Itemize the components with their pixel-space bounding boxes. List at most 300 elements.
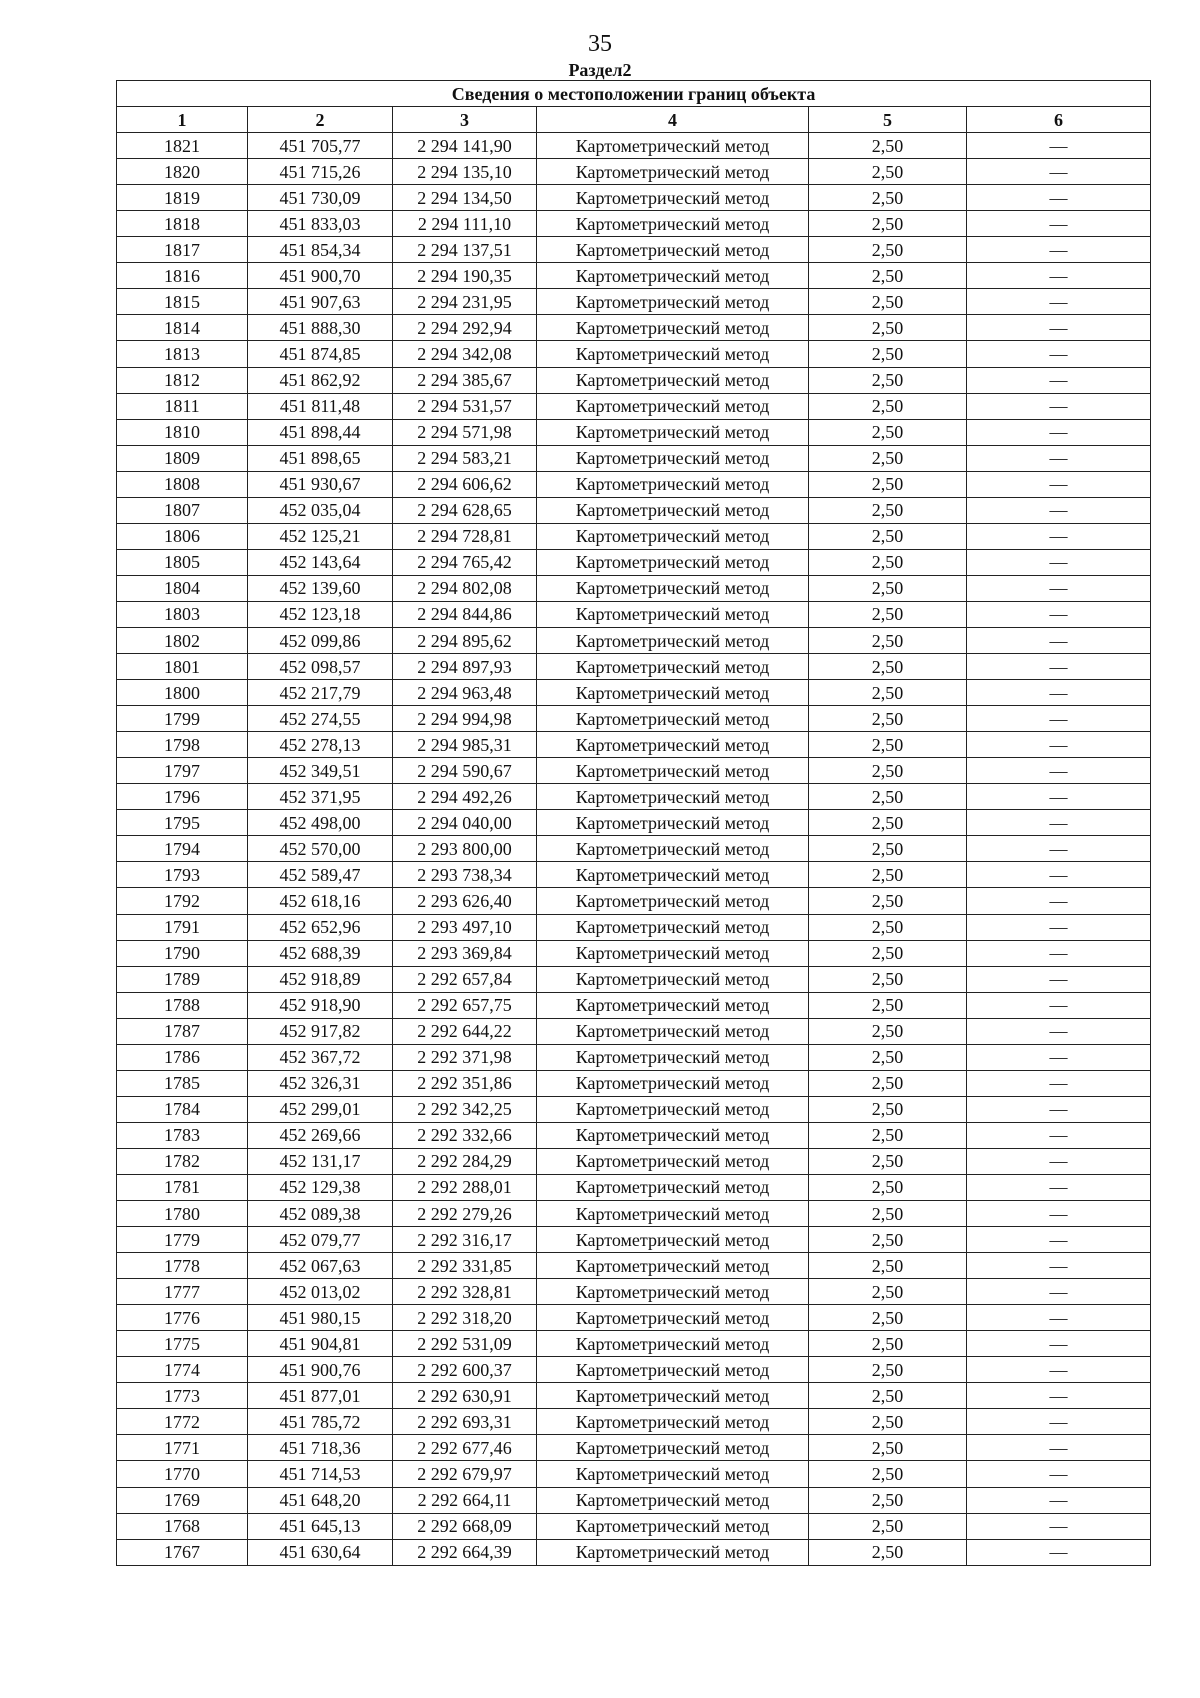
x-coordinate-cell: 452 079,77 [248, 1227, 393, 1253]
x-coordinate-cell: 452 139,60 [248, 575, 393, 601]
y-coordinate-cell: 2 292 677,46 [393, 1435, 537, 1461]
accuracy-cell: 2,50 [809, 1461, 967, 1487]
table-row [117, 393, 1151, 419]
point-number-cell: 1786 [117, 1044, 248, 1070]
x-coordinate-cell: 452 125,21 [248, 523, 393, 549]
table-row [117, 1174, 1151, 1200]
table-row [117, 1279, 1151, 1305]
accuracy-cell: 2,50 [809, 1253, 967, 1279]
table-body [117, 133, 1151, 1566]
y-coordinate-cell: 2 292 371,98 [393, 1044, 537, 1070]
y-coordinate-cell: 2 294 137,51 [393, 237, 537, 263]
description-cell: — [967, 1305, 1151, 1331]
accuracy-cell: 2,50 [809, 758, 967, 784]
table-header-row [117, 107, 1151, 133]
accuracy-cell: 2,50 [809, 1513, 967, 1539]
method-cell: Картометрический метод [537, 1044, 809, 1070]
method-cell: Картометрический метод [537, 1513, 809, 1539]
description-cell: — [967, 1487, 1151, 1513]
method-cell: Картометрический метод [537, 680, 809, 706]
x-coordinate-cell: 451 630,64 [248, 1539, 393, 1565]
description-cell: — [967, 497, 1151, 523]
accuracy-cell: 2,50 [809, 1122, 967, 1148]
y-coordinate-cell: 2 294 571,98 [393, 419, 537, 445]
point-number-cell: 1817 [117, 237, 248, 263]
accuracy-cell: 2,50 [809, 185, 967, 211]
description-cell: — [967, 1279, 1151, 1305]
x-coordinate-cell: 451 898,65 [248, 445, 393, 471]
x-coordinate-cell: 451 645,13 [248, 1513, 393, 1539]
description-cell: — [967, 1096, 1151, 1122]
accuracy-cell: 2,50 [809, 1174, 967, 1200]
table-row [117, 1461, 1151, 1487]
method-cell: Картометрический метод [537, 810, 809, 836]
y-coordinate-cell: 2 294 134,50 [393, 185, 537, 211]
method-cell: Картометрический метод [537, 888, 809, 914]
table-row [117, 680, 1151, 706]
description-cell: — [967, 706, 1151, 732]
x-coordinate-cell: 451 900,70 [248, 263, 393, 289]
description-cell: — [967, 680, 1151, 706]
point-number-cell: 1795 [117, 810, 248, 836]
description-cell: — [967, 966, 1151, 992]
y-coordinate-cell: 2 294 765,42 [393, 549, 537, 575]
x-coordinate-cell: 452 013,02 [248, 1279, 393, 1305]
description-cell: — [967, 654, 1151, 680]
table-row [117, 1487, 1151, 1513]
method-cell: Картометрический метод [537, 706, 809, 732]
method-cell: Картометрический метод [537, 471, 809, 497]
table-row [117, 1435, 1151, 1461]
point-number-cell: 1770 [117, 1461, 248, 1487]
method-cell: Картометрический метод [537, 1357, 809, 1383]
table-row [117, 862, 1151, 888]
point-number-cell: 1791 [117, 914, 248, 940]
x-coordinate-cell: 451 862,92 [248, 367, 393, 393]
method-cell: Картометрический метод [537, 419, 809, 445]
point-number-cell: 1768 [117, 1513, 248, 1539]
accuracy-cell: 2,50 [809, 497, 967, 523]
accuracy-cell: 2,50 [809, 940, 967, 966]
description-cell: — [967, 1435, 1151, 1461]
table-row [117, 1539, 1151, 1565]
method-cell: Картометрический метод [537, 211, 809, 237]
description-cell: — [967, 1070, 1151, 1096]
table-row [117, 992, 1151, 1018]
table-row [117, 784, 1151, 810]
point-number-cell: 1767 [117, 1539, 248, 1565]
x-coordinate-cell: 452 143,64 [248, 549, 393, 575]
accuracy-cell: 2,50 [809, 159, 967, 185]
y-coordinate-cell: 2 293 800,00 [393, 836, 537, 862]
description-cell: — [967, 1409, 1151, 1435]
column-header: 2 [248, 107, 393, 133]
method-cell: Картометрический метод [537, 862, 809, 888]
point-number-cell: 1818 [117, 211, 248, 237]
table-row [117, 810, 1151, 836]
y-coordinate-cell: 2 292 342,25 [393, 1096, 537, 1122]
description-cell: — [967, 810, 1151, 836]
point-number-cell: 1771 [117, 1435, 248, 1461]
description-cell: — [967, 914, 1151, 940]
description-cell: — [967, 1539, 1151, 1565]
x-coordinate-cell: 451 648,20 [248, 1487, 393, 1513]
accuracy-cell: 2,50 [809, 1148, 967, 1174]
x-coordinate-cell: 452 274,55 [248, 706, 393, 732]
accuracy-cell: 2,50 [809, 732, 967, 758]
point-number-cell: 1793 [117, 862, 248, 888]
point-number-cell: 1810 [117, 419, 248, 445]
accuracy-cell: 2,50 [809, 810, 967, 836]
point-number-cell: 1803 [117, 601, 248, 627]
y-coordinate-cell: 2 292 657,75 [393, 992, 537, 1018]
x-coordinate-cell: 452 123,18 [248, 601, 393, 627]
description-cell: — [967, 341, 1151, 367]
description-cell: — [967, 732, 1151, 758]
y-coordinate-cell: 2 294 628,65 [393, 497, 537, 523]
accuracy-cell: 2,50 [809, 1331, 967, 1357]
table-row [117, 758, 1151, 784]
accuracy-cell: 2,50 [809, 133, 967, 159]
y-coordinate-cell: 2 294 802,08 [393, 575, 537, 601]
y-coordinate-cell: 2 292 664,39 [393, 1539, 537, 1565]
accuracy-cell: 2,50 [809, 1227, 967, 1253]
method-cell: Картометрический метод [537, 654, 809, 680]
table-row [117, 1331, 1151, 1357]
accuracy-cell: 2,50 [809, 263, 967, 289]
point-number-cell: 1821 [117, 133, 248, 159]
y-coordinate-cell: 2 292 328,81 [393, 1279, 537, 1305]
description-cell: — [967, 940, 1151, 966]
accuracy-cell: 2,50 [809, 601, 967, 627]
accuracy-cell: 2,50 [809, 1070, 967, 1096]
y-coordinate-cell: 2 294 963,48 [393, 680, 537, 706]
description-cell: — [967, 1357, 1151, 1383]
method-cell: Картометрический метод [537, 1409, 809, 1435]
point-number-cell: 1809 [117, 445, 248, 471]
accuracy-cell: 2,50 [809, 862, 967, 888]
table-row [117, 1070, 1151, 1096]
table-row [117, 1148, 1151, 1174]
table-row [117, 1305, 1151, 1331]
y-coordinate-cell: 2 294 590,67 [393, 758, 537, 784]
x-coordinate-cell: 452 129,38 [248, 1174, 393, 1200]
x-coordinate-cell: 452 589,47 [248, 862, 393, 888]
x-coordinate-cell: 452 217,79 [248, 680, 393, 706]
accuracy-cell: 2,50 [809, 1044, 967, 1070]
description-cell: — [967, 185, 1151, 211]
point-number-cell: 1800 [117, 680, 248, 706]
x-coordinate-cell: 452 498,00 [248, 810, 393, 836]
method-cell: Картометрический метод [537, 601, 809, 627]
table-row [117, 627, 1151, 653]
x-coordinate-cell: 451 718,36 [248, 1435, 393, 1461]
point-number-cell: 1790 [117, 940, 248, 966]
y-coordinate-cell: 2 294 985,31 [393, 732, 537, 758]
table-row [117, 315, 1151, 341]
accuracy-cell: 2,50 [809, 1409, 967, 1435]
y-coordinate-cell: 2 294 135,10 [393, 159, 537, 185]
description-cell: — [967, 992, 1151, 1018]
column-header: 4 [537, 107, 809, 133]
y-coordinate-cell: 2 294 385,67 [393, 367, 537, 393]
x-coordinate-cell: 451 714,53 [248, 1461, 393, 1487]
x-coordinate-cell: 451 730,09 [248, 185, 393, 211]
table-row [117, 575, 1151, 601]
x-coordinate-cell: 451 980,15 [248, 1305, 393, 1331]
point-number-cell: 1807 [117, 497, 248, 523]
description-cell: — [967, 1122, 1151, 1148]
y-coordinate-cell: 2 292 630,91 [393, 1383, 537, 1409]
accuracy-cell: 2,50 [809, 784, 967, 810]
point-number-cell: 1782 [117, 1148, 248, 1174]
method-cell: Картометрический метод [537, 836, 809, 862]
accuracy-cell: 2,50 [809, 393, 967, 419]
y-coordinate-cell: 2 292 664,11 [393, 1487, 537, 1513]
description-cell: — [967, 237, 1151, 263]
x-coordinate-cell: 451 888,30 [248, 315, 393, 341]
accuracy-cell: 2,50 [809, 627, 967, 653]
point-number-cell: 1777 [117, 1279, 248, 1305]
description-cell: — [967, 289, 1151, 315]
column-header: 5 [809, 107, 967, 133]
table-row [117, 159, 1151, 185]
y-coordinate-cell: 2 292 693,31 [393, 1409, 537, 1435]
description-cell: — [967, 1148, 1151, 1174]
accuracy-cell: 2,50 [809, 888, 967, 914]
section-title: Раздел2 [568, 60, 632, 80]
point-number-cell: 1808 [117, 471, 248, 497]
x-coordinate-cell: 452 131,17 [248, 1148, 393, 1174]
point-number-cell: 1816 [117, 263, 248, 289]
table-row [117, 471, 1151, 497]
method-cell: Картометрический метод [537, 914, 809, 940]
table-row [117, 1122, 1151, 1148]
point-number-cell: 1780 [117, 1201, 248, 1227]
method-cell: Картометрический метод [537, 992, 809, 1018]
accuracy-cell: 2,50 [809, 966, 967, 992]
accuracy-cell: 2,50 [809, 341, 967, 367]
point-number-cell: 1772 [117, 1409, 248, 1435]
accuracy-cell: 2,50 [809, 575, 967, 601]
description-cell: — [967, 1044, 1151, 1070]
x-coordinate-cell: 452 688,39 [248, 940, 393, 966]
x-coordinate-cell: 452 652,96 [248, 914, 393, 940]
table-row [117, 940, 1151, 966]
table-row [117, 1357, 1151, 1383]
y-coordinate-cell: 2 294 994,98 [393, 706, 537, 732]
table-row [117, 1096, 1151, 1122]
method-cell: Картометрический метод [537, 315, 809, 341]
method-cell: Картометрический метод [537, 237, 809, 263]
method-cell: Картометрический метод [537, 1148, 809, 1174]
accuracy-cell: 2,50 [809, 680, 967, 706]
description-cell: — [967, 758, 1151, 784]
description-cell: — [967, 133, 1151, 159]
description-cell: — [967, 1461, 1151, 1487]
y-coordinate-cell: 2 292 531,09 [393, 1331, 537, 1357]
table-row [117, 966, 1151, 992]
page-number: 35 [588, 31, 612, 57]
point-number-cell: 1776 [117, 1305, 248, 1331]
y-coordinate-cell: 2 294 583,21 [393, 445, 537, 471]
method-cell: Картометрический метод [537, 1487, 809, 1513]
y-coordinate-cell: 2 292 318,20 [393, 1305, 537, 1331]
method-cell: Картометрический метод [537, 1305, 809, 1331]
y-coordinate-cell: 2 292 679,97 [393, 1461, 537, 1487]
description-cell: — [967, 1331, 1151, 1357]
point-number-cell: 1819 [117, 185, 248, 211]
accuracy-cell: 2,50 [809, 289, 967, 315]
accuracy-cell: 2,50 [809, 237, 967, 263]
method-cell: Картометрический метод [537, 185, 809, 211]
x-coordinate-cell: 452 349,51 [248, 758, 393, 784]
description-cell: — [967, 784, 1151, 810]
method-cell: Картометрический метод [537, 1174, 809, 1200]
x-coordinate-cell: 451 811,48 [248, 393, 393, 419]
y-coordinate-cell: 2 294 492,26 [393, 784, 537, 810]
accuracy-cell: 2,50 [809, 1487, 967, 1513]
method-cell: Картометрический метод [537, 784, 809, 810]
table-row [117, 1383, 1151, 1409]
method-cell: Картометрический метод [537, 523, 809, 549]
description-cell: — [967, 1383, 1151, 1409]
x-coordinate-cell: 452 371,95 [248, 784, 393, 810]
accuracy-cell: 2,50 [809, 1305, 967, 1331]
description-cell: — [967, 1018, 1151, 1044]
y-coordinate-cell: 2 294 231,95 [393, 289, 537, 315]
table-row [117, 185, 1151, 211]
method-cell: Картометрический метод [537, 1331, 809, 1357]
y-coordinate-cell: 2 294 895,62 [393, 627, 537, 653]
accuracy-cell: 2,50 [809, 914, 967, 940]
y-coordinate-cell: 2 294 844,86 [393, 601, 537, 627]
accuracy-cell: 2,50 [809, 367, 967, 393]
x-coordinate-cell: 451 833,03 [248, 211, 393, 237]
table-row [117, 1253, 1151, 1279]
table-row [117, 523, 1151, 549]
y-coordinate-cell: 2 293 738,34 [393, 862, 537, 888]
accuracy-cell: 2,50 [809, 1279, 967, 1305]
accuracy-cell: 2,50 [809, 211, 967, 237]
method-cell: Картометрический метод [537, 1122, 809, 1148]
y-coordinate-cell: 2 294 111,10 [393, 211, 537, 237]
accuracy-cell: 2,50 [809, 419, 967, 445]
description-cell: — [967, 627, 1151, 653]
accuracy-cell: 2,50 [809, 1096, 967, 1122]
description-cell: — [967, 601, 1151, 627]
point-number-cell: 1802 [117, 627, 248, 653]
method-cell: Картометрический метод [537, 1070, 809, 1096]
point-number-cell: 1785 [117, 1070, 248, 1096]
y-coordinate-cell: 2 292 644,22 [393, 1018, 537, 1044]
method-cell: Картометрический метод [537, 627, 809, 653]
method-cell: Картометрический метод [537, 1227, 809, 1253]
method-cell: Картометрический метод [537, 289, 809, 315]
y-coordinate-cell: 2 292 279,26 [393, 1201, 537, 1227]
y-coordinate-cell: 2 292 668,09 [393, 1513, 537, 1539]
method-cell: Картометрический метод [537, 133, 809, 159]
x-coordinate-cell: 451 785,72 [248, 1409, 393, 1435]
description-cell: — [967, 1227, 1151, 1253]
method-cell: Картометрический метод [537, 732, 809, 758]
x-coordinate-cell: 452 618,16 [248, 888, 393, 914]
y-coordinate-cell: 2 294 292,94 [393, 315, 537, 341]
table-row [117, 237, 1151, 263]
point-number-cell: 1792 [117, 888, 248, 914]
x-coordinate-cell: 452 269,66 [248, 1122, 393, 1148]
x-coordinate-cell: 452 326,31 [248, 1070, 393, 1096]
point-number-cell: 1779 [117, 1227, 248, 1253]
point-number-cell: 1789 [117, 966, 248, 992]
column-header: 3 [393, 107, 537, 133]
x-coordinate-cell: 452 089,38 [248, 1201, 393, 1227]
table-row [117, 367, 1151, 393]
point-number-cell: 1794 [117, 836, 248, 862]
table-row [117, 1409, 1151, 1435]
y-coordinate-cell: 2 292 316,17 [393, 1227, 537, 1253]
point-number-cell: 1813 [117, 341, 248, 367]
table-row [117, 1227, 1151, 1253]
point-number-cell: 1769 [117, 1487, 248, 1513]
x-coordinate-cell: 452 035,04 [248, 497, 393, 523]
point-number-cell: 1799 [117, 706, 248, 732]
point-number-cell: 1797 [117, 758, 248, 784]
table-row [117, 263, 1151, 289]
method-cell: Картометрический метод [537, 1279, 809, 1305]
accuracy-cell: 2,50 [809, 1539, 967, 1565]
point-number-cell: 1798 [117, 732, 248, 758]
description-cell: — [967, 1253, 1151, 1279]
description-cell: — [967, 836, 1151, 862]
method-cell: Картометрический метод [537, 940, 809, 966]
description-cell: — [967, 1174, 1151, 1200]
point-number-cell: 1788 [117, 992, 248, 1018]
point-number-cell: 1796 [117, 784, 248, 810]
table-row [117, 1018, 1151, 1044]
x-coordinate-cell: 452 918,89 [248, 966, 393, 992]
point-number-cell: 1778 [117, 1253, 248, 1279]
table-row [117, 211, 1151, 237]
table-row [117, 706, 1151, 732]
x-coordinate-cell: 451 715,26 [248, 159, 393, 185]
method-cell: Картометрический метод [537, 1461, 809, 1487]
x-coordinate-cell: 452 067,63 [248, 1253, 393, 1279]
description-cell: — [967, 575, 1151, 601]
y-coordinate-cell: 2 292 288,01 [393, 1174, 537, 1200]
method-cell: Картометрический метод [537, 393, 809, 419]
table-row [117, 497, 1151, 523]
y-coordinate-cell: 2 292 657,84 [393, 966, 537, 992]
method-cell: Картометрический метод [537, 1253, 809, 1279]
description-cell: — [967, 888, 1151, 914]
x-coordinate-cell: 452 098,57 [248, 654, 393, 680]
method-cell: Картометрический метод [537, 445, 809, 471]
y-coordinate-cell: 2 293 626,40 [393, 888, 537, 914]
point-number-cell: 1774 [117, 1357, 248, 1383]
method-cell: Картометрический метод [537, 1383, 809, 1409]
description-cell: — [967, 445, 1151, 471]
accuracy-cell: 2,50 [809, 1383, 967, 1409]
table-caption-row [117, 81, 1151, 107]
y-coordinate-cell: 2 294 606,62 [393, 471, 537, 497]
point-number-cell: 1775 [117, 1331, 248, 1357]
accuracy-cell: 2,50 [809, 1357, 967, 1383]
x-coordinate-cell: 451 898,44 [248, 419, 393, 445]
y-coordinate-cell: 2 294 531,57 [393, 393, 537, 419]
point-number-cell: 1773 [117, 1383, 248, 1409]
point-number-cell: 1781 [117, 1174, 248, 1200]
